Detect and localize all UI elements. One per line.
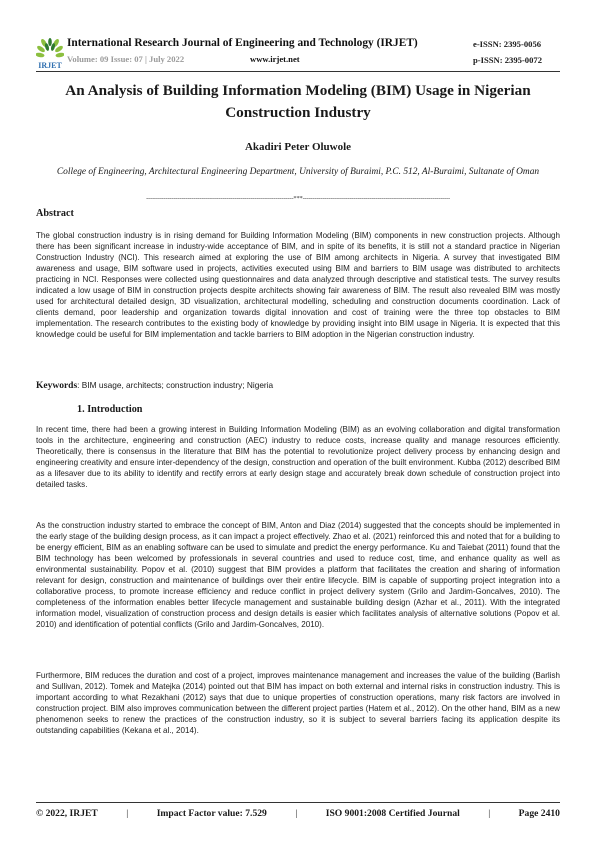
footer-impact-factor: Impact Factor value: 7.529 <box>156 808 267 819</box>
footer-separator: | <box>295 808 298 819</box>
volume-issue: Volume: 09 Issue: 07 | July 2022 <box>67 54 185 64</box>
keywords-text: : BIM usage, architects; construction industry; Nigeria <box>77 380 274 390</box>
intro-paragraph-3: Furthermore, BIM reduces the duration and cost of a project, improves maintenance management and increases the value of the building (Barlish and Sullivan, 2012). Tomek and Matejka (2014) pointed out that BIM has impact on both external and internal risks in construction industry. This is important according to what Rezakhani (2012) says that due to unique properties of construction operations, many risk factors are involved in construction project. BIM also improves communication between the different project parties (Hatem et al., 2012). On the other hand, BIM as a new phenomenon seeks to renew the practices of the construction industry, so it is subject to several barriers facing its application despite its outstanding capabilities (Kekana et al., 2014). <box>36 671 560 736</box>
paper-title: An Analysis of Building Information Modeling (BIM) Usage in Nigerian Construction Industry <box>65 82 531 121</box>
journal-title: International Research Journal of Engineering and Technology (IRJET) <box>67 37 418 49</box>
abstract-text: The global construction industry is in rising demand for Building Information Modeling (BIM) components in new construction projects. Although there has been significant increase in industry-wide acceptance of BIM, and in spite of its benefits, it is still not a standard practice in Nigerian Construction Industry (NCI). This research aimed at exploring the use of BIM among architects in Nigeria. A survey that investigated BIM awareness and usage, BIM software used in projects, activities executed using BIM and barriers to BIM usage was distributed to architects practicing in NCI. Responses were collected using questionnaires and data analyzed through descriptive and statistical tests. The survey results indicated a low usage of BIM in construction projects despite architects showing fair awareness of BIM. The result also revealed BIM was mostly used for architectural detailed design, 3D visualization, architectural modelling, scheduling and construction documents coordination. Lack of clients demand, poor leadership and organization towards digital innovation and cost of training were the three top obstacles to BIM implementation. The research contributes to the existing body of knowledge by providing insight into BIM usage in Nigeria. It is expected that this knowledge could be useful for BIM implementation and tackle barriers to BIM adoption in the Nigerian construction industry. <box>36 231 560 340</box>
pissn: p-ISSN: 2395-0072 <box>473 55 542 65</box>
abstract-heading: Abstract <box>36 208 74 219</box>
laurel-icon <box>36 36 64 70</box>
keywords-label: Keywords <box>36 381 78 391</box>
footer-separator: | <box>488 808 491 819</box>
footer-divider <box>36 802 560 803</box>
introduction-heading: 1. Introduction <box>77 404 143 415</box>
footer-copyright: © 2022, IRJET <box>36 808 98 819</box>
journal-url-link[interactable]: www.irjet.net <box>250 54 300 64</box>
eissn: e-ISSN: 2395-0056 <box>473 39 542 49</box>
page-footer <box>36 808 560 819</box>
section-separator: ---------------------------------------------------------------------------***--------------------------------------------------------------------------- <box>146 195 450 202</box>
intro-paragraph-1: In recent time, there had been a growing interest in Building Information Modeling (BIM) as an evolving collaboration and digital transformation tools in the architecture, engineering and construction (AEC) industry to reduce costs, increase quality and manage resources efficiently. Theoretically, there is consensus in the literature that BIM has the potential to revolutionize project delivery process by enhancing design and engineering creativity and ensure inter-dependency of the design, construction and operation of the built environment. Kubba (2012) described BIM as a lifesaver due to its ability to identify and rectify errors at early design stage and accurately break down schedule of construction project into detailed tasks. <box>36 425 560 490</box>
header-divider <box>36 71 560 72</box>
author-name: Akadiri Peter Oluwole <box>244 141 352 153</box>
footer-page-number: Page 2410 <box>518 808 560 819</box>
irjet-logo <box>36 36 64 70</box>
footer-separator: | <box>126 808 129 819</box>
intro-paragraph-2: As the construction industry started to embrace the concept of BIM, Anton and Diaz (2014) suggested that the concepts should be implemented in the early stage of the building design process, as it can impact a project effectively. Zhao et al. (2021) reinforced this and noted that for a building to be energy efficient, BIM as an enabling software can be used to simulate and predict the energy performance. Ku and Taiebat (2011) found that the BIM technology has been welcomed by professionals in several countries and used to reduce cost, time, and enhance quality as well as environmental sustainability. Popov et al. (2010) suggest that BIM provides a platform that facilitates the creation and sharing of information relevant for design, construction and maintenance of buildings over their entire lifecycle. BIM is capable of supporting project integration into a collaborative process, to promote increase efficiency and reduce conflict in project delivery system (Grilo and Jardim-Goncalves, 2010). The completeness of the information enables better lifecycle management and sustainable building design (Azhar et al., 2011). With the integrated information model, visualization of construction process and design details is easier which facilitates analysis of alternative solutions (Popov et al. 2010) and identification of potential conflicts (Grilo and Jardim-Goncalves, 2010). <box>36 521 560 630</box>
author-affiliation: College of Engineering, Architectural Engineering Department, University of Buraimi, P.C. 512, Al-Buraimi, Sultanate of Oman <box>56 167 540 177</box>
footer-iso: ISO 9001:2008 Certified Journal <box>325 808 460 819</box>
logo-text: IRJET <box>38 61 62 70</box>
keywords <box>36 380 560 391</box>
